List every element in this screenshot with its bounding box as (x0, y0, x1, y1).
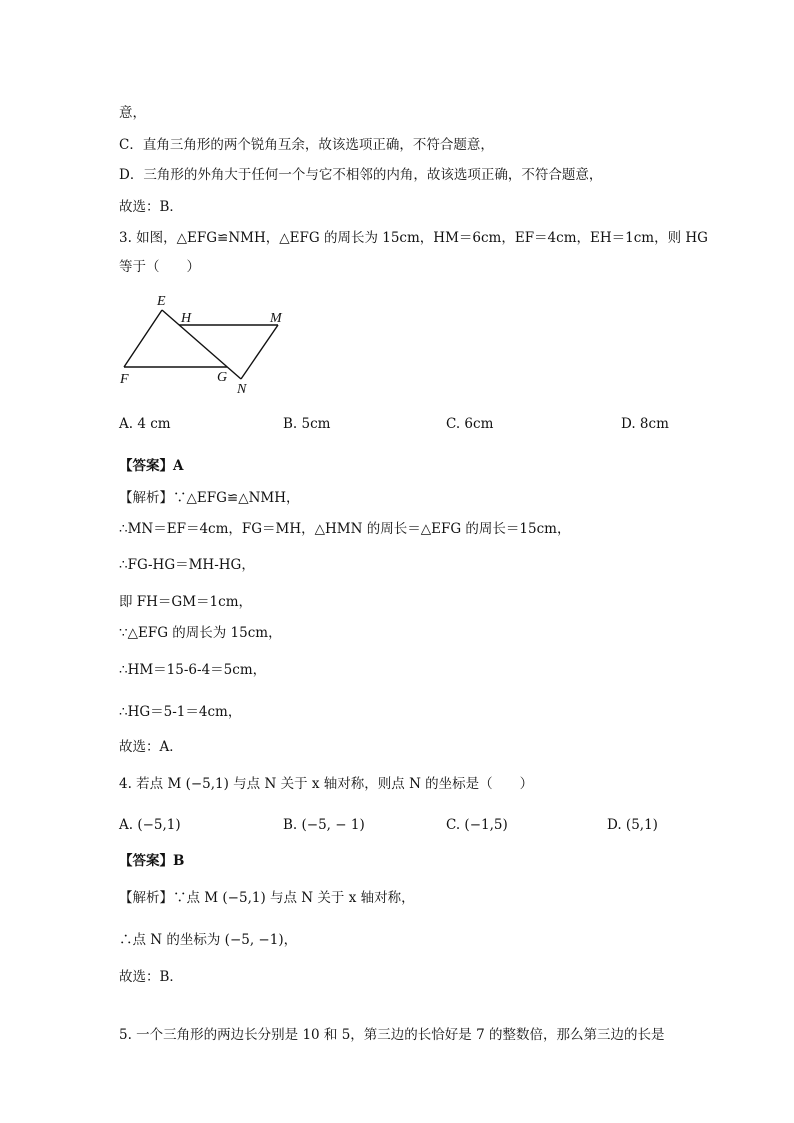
question-4-stem: 4. 若点 M (−5,1) 与点 N 关于 x 轴对称，则点 N 的坐标是（ ） (119, 776, 534, 792)
solution-line: 故选：A． (119, 739, 183, 755)
option-c: C. 6cm (446, 416, 494, 432)
solution-line: 【解析】∵点 M (−5,1) 与点 N 关于 x 轴对称， (119, 890, 415, 906)
solution-line: ∴HM＝15-6-4＝5cm， (119, 662, 267, 678)
segment-ef (124, 310, 162, 367)
text-line: C．直角三角形的两个锐角互余，故该选项正确，不符合题意， (119, 137, 494, 153)
triangle-figure (110, 290, 300, 400)
label-f: F (120, 372, 129, 387)
option-c: C. (−1,5) (446, 817, 508, 833)
solution-line: 故选：B． (119, 969, 183, 985)
option-a: A. 4 cm (119, 416, 171, 432)
label-m: M (270, 311, 282, 326)
label-n: N (237, 382, 247, 397)
solution-line: ∴HG＝5-1＝4cm， (119, 704, 242, 720)
option-d: D. (5,1) (607, 817, 658, 833)
option-b: B. 5cm (283, 416, 331, 432)
label-g: G (217, 370, 228, 385)
option-b: B. (−5, − 1) (283, 817, 365, 833)
question-3-stem: 3. 如图，△EFG≌NMH，△EFG 的周长为 15cm，HM＝6cm，EF＝4cm，EH＝1cm，则 HG (119, 230, 708, 246)
answer-label: 【答案】A (119, 458, 184, 474)
solution-line: ∵△EFG 的周长为 15cm， (119, 625, 282, 641)
text-line: 意， (119, 105, 146, 121)
solution-line: 【解析】∵△EFG≌△NMH， (119, 490, 300, 506)
solution-line: ∴FG-HG＝MH-HG， (119, 557, 255, 573)
solution-line: ∴点 N 的坐标为 (−5, −1)， (119, 932, 298, 948)
question-5-stem: 5. 一个三角形的两边长分别是 10 和 5，第三边的长恰好是 7 的整数倍，那么第三边的长是 (119, 1027, 665, 1043)
segment-mn (241, 325, 278, 379)
solution-line: ∴MN＝EF＝4cm，FG＝MH，△HMN 的周长＝△EFG 的周长＝15cm， (119, 521, 571, 537)
option-d: D. 8cm (621, 416, 669, 432)
answer-label: 【答案】B (119, 853, 185, 869)
label-e: E (157, 294, 166, 309)
text-line: D．三角形的外角大于任何一个与它不相邻的内角，故该选项正确，不符合题意， (119, 167, 603, 183)
text-line: 故选：B． (119, 199, 183, 215)
option-a: A. (−5,1) (119, 817, 181, 833)
label-h: H (181, 311, 192, 326)
solution-line: 即 FH＝GM＝1cm， (119, 594, 252, 610)
segment-eg (162, 310, 241, 379)
question-3-stem-end: 等于（ ） (119, 259, 200, 275)
